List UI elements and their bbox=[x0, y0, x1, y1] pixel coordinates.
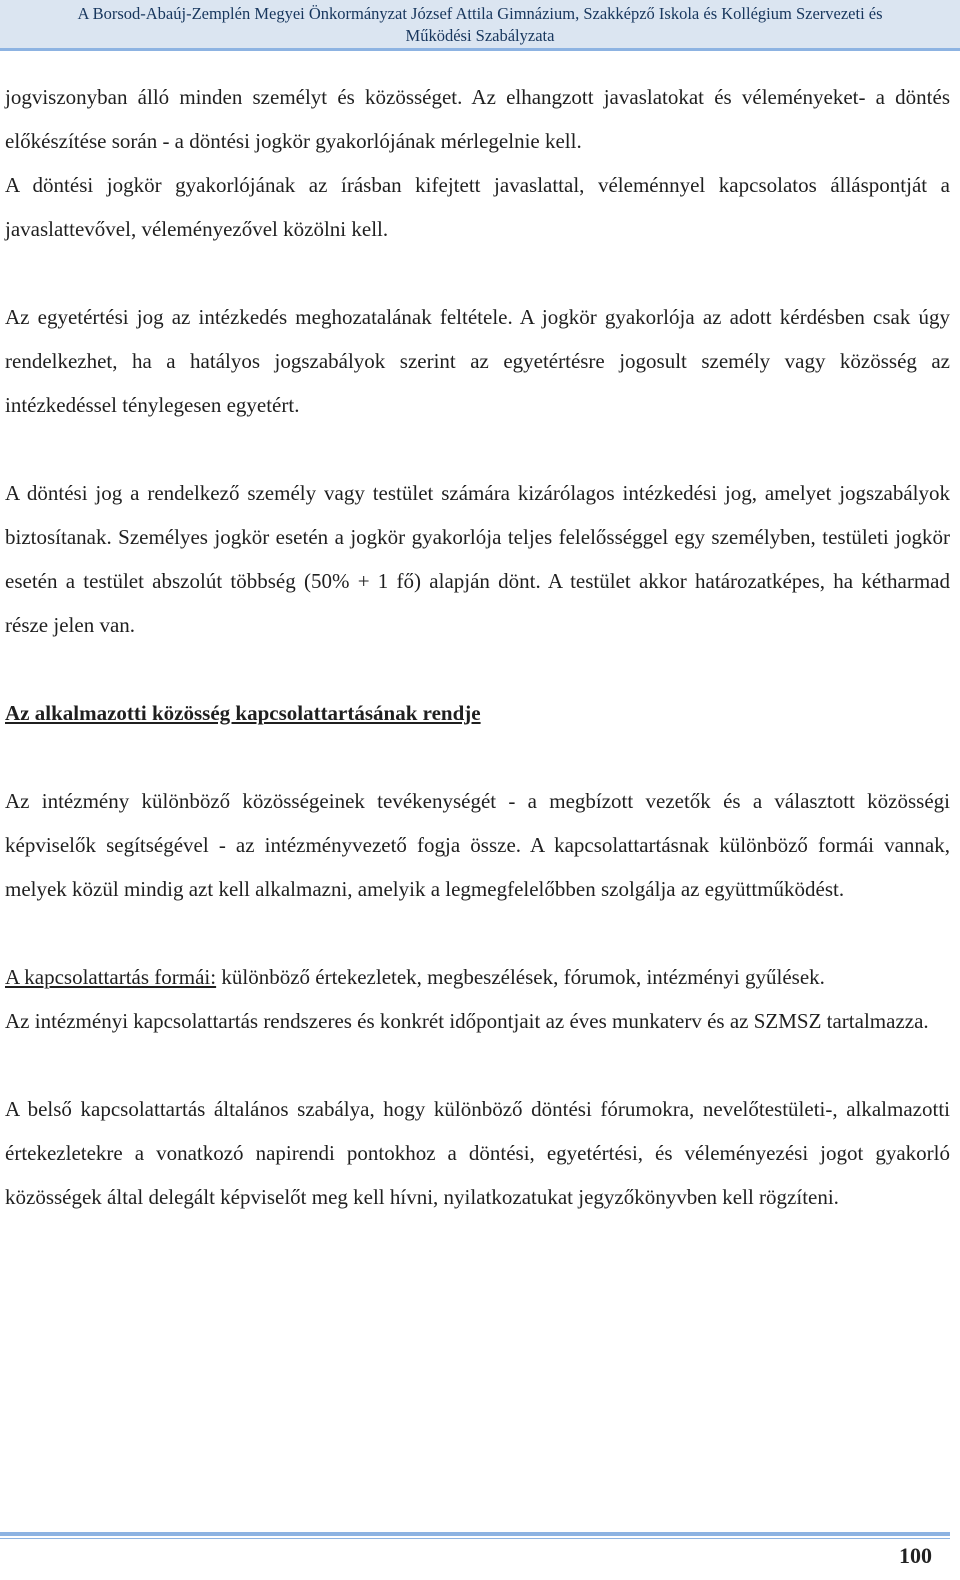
page-header bbox=[0, 0, 960, 48]
footer-rule bbox=[0, 1532, 950, 1536]
spacer bbox=[5, 427, 950, 471]
spacer bbox=[5, 911, 950, 955]
document-body bbox=[5, 75, 950, 1219]
paragraph-8: A belső kapcsolattartás általános szabálya, hogy különböző döntési fórumokra, nevelőtestületi-, alkalmazotti értekezletekre a vonatkozó napirendi pontokhoz a döntési, egyetértési, és véleményezési jogot gyakorló közösségek által delegált képviselőt meg kell hívni, nyilatkozatukat jegyzőkönyvben kell rögzíteni. bbox=[5, 1097, 950, 1209]
page-number: 100 bbox=[899, 1543, 932, 1568]
spacer bbox=[5, 647, 950, 691]
header-rule bbox=[0, 48, 960, 51]
header-line-2: Működési Szabályzata bbox=[405, 26, 555, 45]
paragraph-5: Az intézmény különböző közösségeinek tevékenységét - a megbízott vezetők és a választott közösségi képviselők segítségével - az intézményvezető fogja össze. A kapcsolattartásnak különböző formái vannak, melyek közül mindig azt kell alkalmazni, amelyik a legmegfelelőbben szolgálja az együttműködést. bbox=[5, 789, 950, 901]
spacer bbox=[5, 735, 950, 779]
paragraph-7: Az intézményi kapcsolattartás rendszeres és konkrét időpontjait az éves munkaterv és az SZMSZ tartalmazza. bbox=[5, 1009, 929, 1033]
forms-text: különböző értekezletek, megbeszélések, fórumok, intézményi gyűlések. bbox=[216, 965, 825, 989]
spacer bbox=[5, 1043, 950, 1087]
paragraph-3: Az egyetértési jog az intézkedés meghozatalának feltétele. A jogkör gyakorlója az adott kérdésben csak úgy rendelkezhet, ha a hatályos jogszabályok szerint az egyetértésre jogosult személy vagy közösség az intézkedéssel ténylegesen egyetért. bbox=[5, 305, 950, 417]
paragraph-4: A döntési jog a rendelkező személy vagy testület számára kizárólagos intézkedési jog, amelyet jogszabályok biztosítanak. Személyes jogkör esetén a jogkör gyakorlója teljes felelősséggel egy személyben, testületi jogkör esetén a testület abszolút többség (50% + 1 fő) alapján dönt. A testület akkor határozatképes, ha kétharmad része jelen van. bbox=[5, 481, 950, 637]
header-line-1: A Borsod-Abaúj-Zemplén Megyei Önkormányzat József Attila Gimnázium, Szakképző Iskola és Kollégium Szervezeti és bbox=[77, 4, 883, 23]
section-heading: Az alkalmazotti közösség kapcsolattartásának rendje bbox=[5, 701, 481, 725]
paragraph-1: jogviszonyban álló minden személyt és közösséget. Az elhangzott javaslatokat és véleményeket- a döntés előkészítése során - a döntési jogkör gyakorlójának mérlegelnie kell. bbox=[5, 85, 950, 153]
footer-rule-thin bbox=[0, 1538, 950, 1539]
paragraph-2: A döntési jogkör gyakorlójának az írásban kifejtett javaslattal, véleménnyel kapcsolatos álláspontját a javaslattevővel, véleményezővel közölni kell. bbox=[5, 173, 950, 241]
paragraph-6 bbox=[5, 955, 950, 999]
spacer bbox=[5, 251, 950, 295]
forms-label: A kapcsolattartás formái: bbox=[5, 965, 217, 989]
